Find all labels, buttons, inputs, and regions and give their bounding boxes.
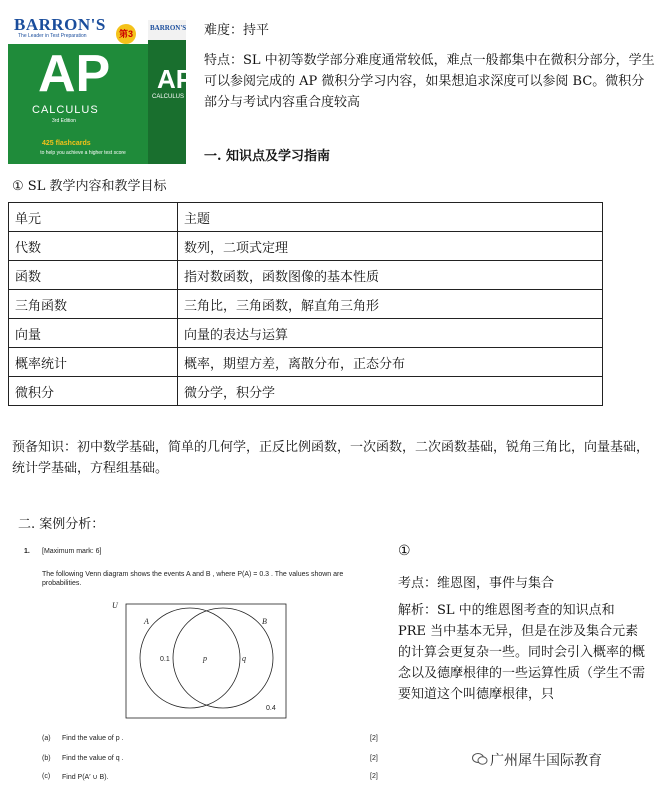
part-text: Find the value of q . — [62, 755, 124, 762]
book-side-title: AP — [157, 64, 194, 94]
syllabus-table — [8, 202, 603, 406]
book-subject: CALCULUS — [32, 104, 99, 116]
part-marks: [2] — [370, 773, 378, 780]
venn-value-intersection: p — [203, 654, 207, 663]
part-label: (b) — [42, 755, 51, 762]
prerequisites-text: 预备知识：初中数学基础，简单的几何学，正反比例函数，一次函数，二次函数基础，锐角三角比，向量基础，统计学基础，方程组基础。 — [12, 440, 650, 476]
book-flashcards: 425 flashcards — [42, 140, 91, 147]
venn-universe-label: U — [112, 601, 118, 610]
venn-value-outside: 0.4 — [266, 705, 276, 712]
table-cell-topic: 指对数函数，函数图像的基本性质 — [178, 261, 603, 290]
table-cell-unit: 微积分 — [9, 377, 178, 406]
venn-circle-b — [173, 608, 273, 708]
part-label: (a) — [42, 735, 51, 742]
table-cell-unit: 概率统计 — [9, 348, 178, 377]
wechat-icon — [472, 752, 488, 766]
part-label: (c) — [42, 773, 51, 780]
venn-value-only-b: q — [242, 654, 246, 663]
table-cell-unit: 代数 — [9, 232, 178, 261]
part-marks: [2] — [370, 735, 378, 742]
difficulty-text: 难度：持平 — [204, 23, 270, 38]
table-cell-topic: 概率，期望方差，离散分布，正态分布 — [178, 348, 603, 377]
book-side-subject: CALCULUS — [152, 94, 185, 100]
book-badge: 第3 — [116, 24, 136, 44]
table-row — [9, 232, 603, 261]
table-row — [9, 290, 603, 319]
question-text: The following Venn diagram shows the events A and B , where P(A) = 0.3 . The values shown are probabilities. — [42, 571, 344, 587]
table-cell-unit: 函数 — [9, 261, 178, 290]
table-header-cell: 单元 — [9, 203, 178, 232]
venn-diagram — [110, 598, 290, 723]
table-cell-topic: 数列，二项式定理 — [178, 232, 603, 261]
venn-value-only-a: 0.1 — [160, 656, 170, 663]
part-text: Find the value of p . — [62, 735, 124, 742]
section-heading-case: 二. 案例分析： — [18, 517, 105, 532]
syllabus-title: ① SL 教学内容和教学目标 — [12, 179, 167, 194]
section-heading-knowledge: 一. 知识点及学习指南 — [204, 149, 331, 164]
watermark-text: 广州犀牛国际教育 — [490, 752, 602, 768]
analysis-body: 解析：SL 中的维恩图考查的知识点和 PRE 当中基本无异，但是在涉及集合元素的计算会更复杂一些。同时会引入概率的概念以及德摩根律的一些运算性质（学生不需要知道这个叫德摩根律，只 — [398, 603, 646, 702]
table-header-row — [9, 203, 603, 232]
part-text: Find P(A′ ∪ B). — [62, 774, 109, 781]
analysis-number: ① — [398, 543, 411, 559]
table-row — [9, 319, 603, 348]
part-marks: [2] — [370, 755, 378, 762]
venn-circle-a — [140, 608, 240, 708]
venn-label-b: B — [262, 617, 267, 626]
table-cell-topic: 微分学，积分学 — [178, 377, 603, 406]
book-edition: 3rd Edition — [52, 118, 76, 124]
book-subtitle: The Leader in Test Preparation — [18, 33, 87, 39]
table-row — [9, 348, 603, 377]
table-cell-topic: 向量的表达与运算 — [178, 319, 603, 348]
table-cell-unit: 向量 — [9, 319, 178, 348]
table-row — [9, 261, 603, 290]
question-number: 1. — [24, 548, 30, 555]
question-marks: [Maximum mark: 6] — [42, 548, 102, 555]
book-title: AP — [38, 45, 111, 103]
book-tagline: to help you achieve a higher test score — [40, 150, 126, 156]
venn-label-a: A — [144, 617, 149, 626]
table-cell-unit: 三角函数 — [9, 290, 178, 319]
book-cover-image — [8, 12, 194, 164]
book-brand: BARRON'S — [14, 15, 106, 34]
analysis-topic: 考点：维恩图，事件与集合 — [398, 576, 555, 591]
table-row — [9, 377, 603, 406]
book-side-brand: BARRON'S — [150, 24, 187, 32]
table-header-cell: 主题 — [178, 203, 603, 232]
features-text: 特点：SL 中初等数学部分难度通常较低，难点一般都集中在微积分部分，学生可以参阅完成的 AP 微积分学习内容，如果想追求深度可以参阅 BC。微积分部分与考试内容重合度较高 — [204, 53, 655, 110]
table-cell-topic: 三角比，三角函数，解直角三角形 — [178, 290, 603, 319]
